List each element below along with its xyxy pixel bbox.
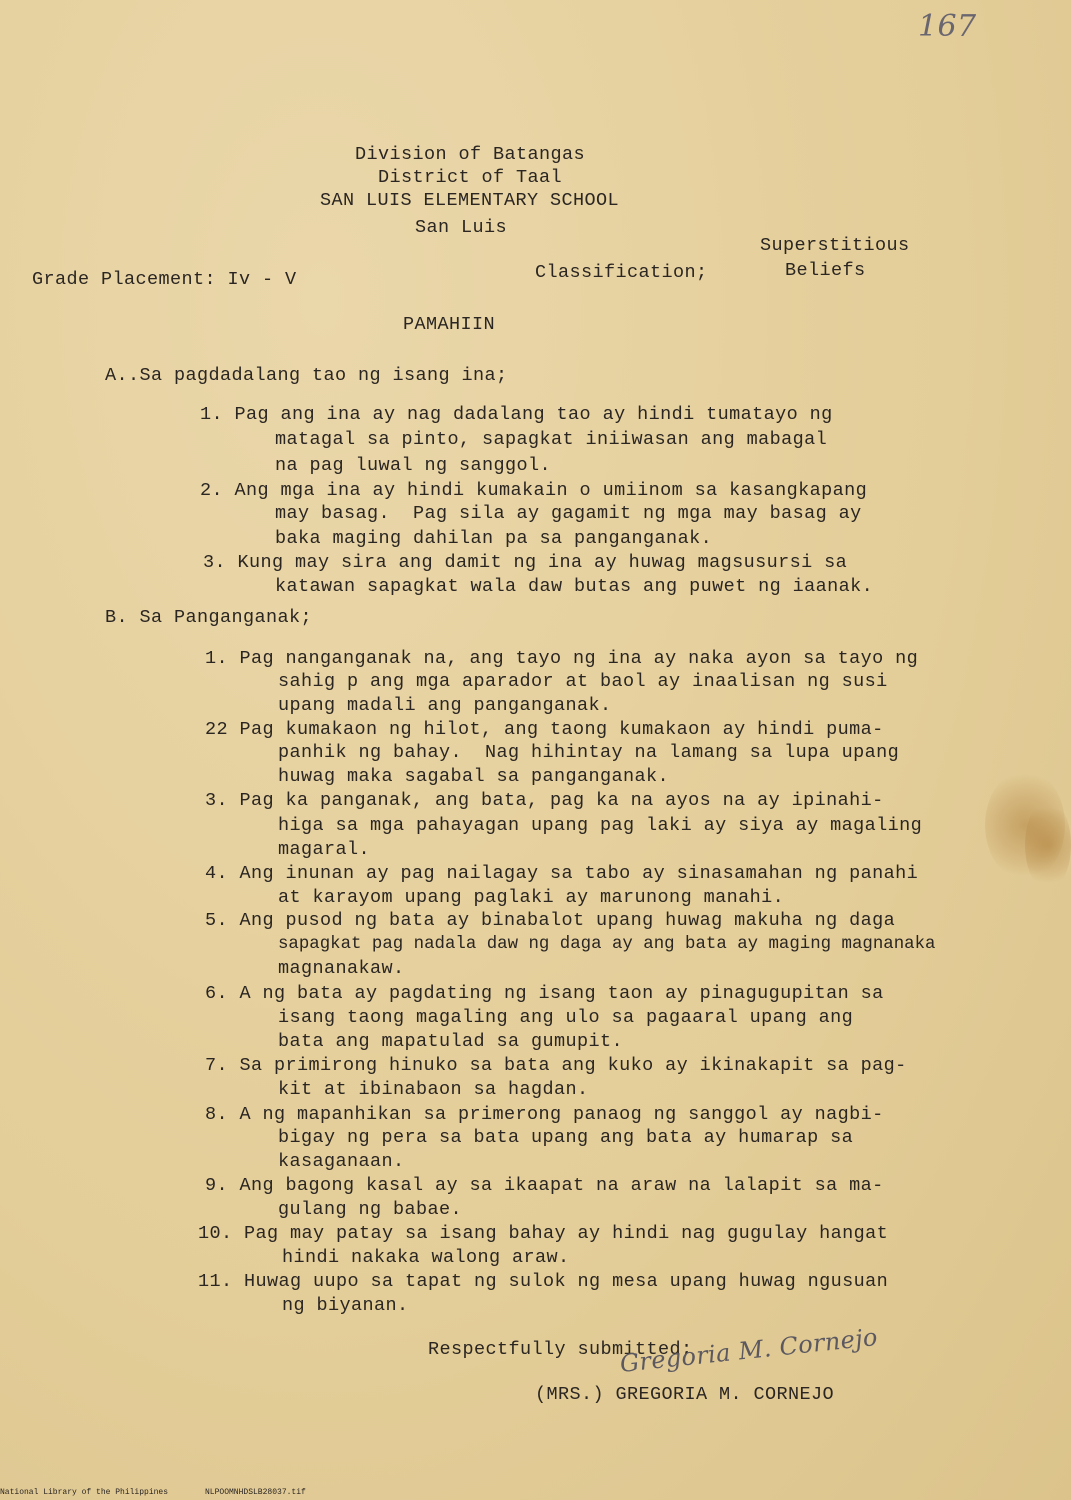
section-b-line: 5. Ang pusod ng bata ay binabalot upang huwag makuha ng daga [205,910,896,931]
section-b-line: 3. Pag ka panganak, ang bata, pag ka na ayos na ay ipinahi- [205,790,884,811]
section-b-heading: B. Sa Panganganak; [105,607,313,628]
section-b-line: bata ang mapatulad sa gumupit. [278,1031,624,1052]
section-a-line: na pag luwal ng sanggol. [275,455,552,476]
footer-library: National Library of the Philippines [0,1488,169,1497]
section-a-line: baka maging dahilan pa sa panganganak. [275,528,713,549]
section-b-line: upang madali ang panganganak. [278,695,612,716]
section-a-line: katawan sapagkat wala daw butas ang puwet ng iaanak. [275,576,874,597]
section-b-line: kasaganaan. [278,1151,405,1172]
section-a-line: 2. Ang mga ina ay hindi kumakain o umiinom sa kasangkapang [200,480,868,501]
section-b-line: 7. Sa primirong hinuko sa bata ang kuko ay ikinakapit sa pag- [205,1055,907,1076]
section-b-line: sahig p ang mga aparador at baol ay inaalisan ng susi [278,671,888,692]
closing-text: Respectfully submitted; [428,1339,693,1360]
section-b-line: magnanakaw. [278,958,405,979]
section-b-line: 9. Ang bagong kasal ay sa ikaapat na araw na lalapit sa ma- [205,1175,884,1196]
section-b-line: 22 Pag kumakaon ng hilot, ang taong kumakaon ay hindi puma- [205,719,884,740]
section-b-line: 4. Ang inunan ay pag nailagay sa tabo ay sinasamahan ng panahi [205,863,919,884]
classification-label: Classification; [535,262,708,283]
section-b-line: panhik ng bahay. Nag hihintay na lamang sa lupa upang [278,742,900,763]
header-division: Division of Batangas [355,144,586,165]
classification-value-2: Beliefs [785,260,866,281]
section-b-line: at karayom upang paglaki ay marunong manahi. [278,887,785,908]
header-district: District of Taal [378,167,563,188]
section-b-line: bigay ng pera sa bata upang ang bata ay humarap sa [278,1127,854,1148]
section-a-line: 3. Kung may sira ang damit ng ina ay huwag magsusursi sa [203,552,848,573]
grade-placement: Grade Placement: Iv - V [32,269,297,290]
section-b-line: 8. A ng mapanhikan sa primerong panaog ng sanggol ay nagbi- [205,1104,884,1125]
section-b-line: 6. A ng bata ay pagdating ng isang taon ay pinagugupitan sa [205,983,884,1004]
section-a-line: may basag. Pag sila ay gagamit ng mga may basag ay [275,503,862,524]
section-b-line: ng biyanan. [282,1295,409,1316]
section-b-line: 1. Pag nanganganak na, ang tayo ng ina ay naka ayon sa tayo ng [205,648,919,669]
document-title: PAMAHIIN [403,314,496,335]
section-b-line: hindi nakaka walong araw. [282,1247,570,1268]
section-a-line: 1. Pag ang ina ay nag dadalang tao ay hindi tumatayo ng [200,404,833,425]
section-b-line: magaral. [278,839,371,860]
classification-value-1: Superstitious [760,235,910,256]
section-b-line: kit at ibinabaon sa hagdan. [278,1079,589,1100]
section-b-line: isang taong magaling ang ulo sa pagaaral upang ang [278,1007,854,1028]
section-a-heading: A..Sa pagdadalang tao ng isang ina; [105,365,508,386]
section-b-line: 11. Huwag uupo sa tapat ng sulok ng mesa upang huwag ngusuan [198,1271,889,1292]
section-b-line: higa sa mga pahayagan upang pag laki ay siya ay magaling [278,815,923,836]
archive-number: 167 [918,9,977,44]
section-a-line: matagal sa pinto, sapagkat iniiwasan ang mabagal [275,429,828,450]
handwritten-signature: Gregoria M. Cornejo [618,1323,880,1378]
header-school: SAN LUIS ELEMENTARY SCHOOL [320,190,620,211]
section-b-line: huwag maka sagabal sa panganganak. [278,766,670,787]
section-b-line: sapagkat pag nadala daw ng daga ay ang bata ay maging magnanaka [278,935,936,954]
signatory-name: (MRS.) GREGORIA M. CORNEJO [535,1384,835,1405]
section-b-line: gulang ng babae. [278,1199,463,1220]
footer-filename: NLPOOMNHDSLB28037.tif [205,1488,306,1497]
header-town: San Luis [415,217,508,238]
paper-stain [1025,800,1071,890]
section-b-line: 10. Pag may patay sa isang bahay ay hindi nag gugulay hangat [198,1223,889,1244]
